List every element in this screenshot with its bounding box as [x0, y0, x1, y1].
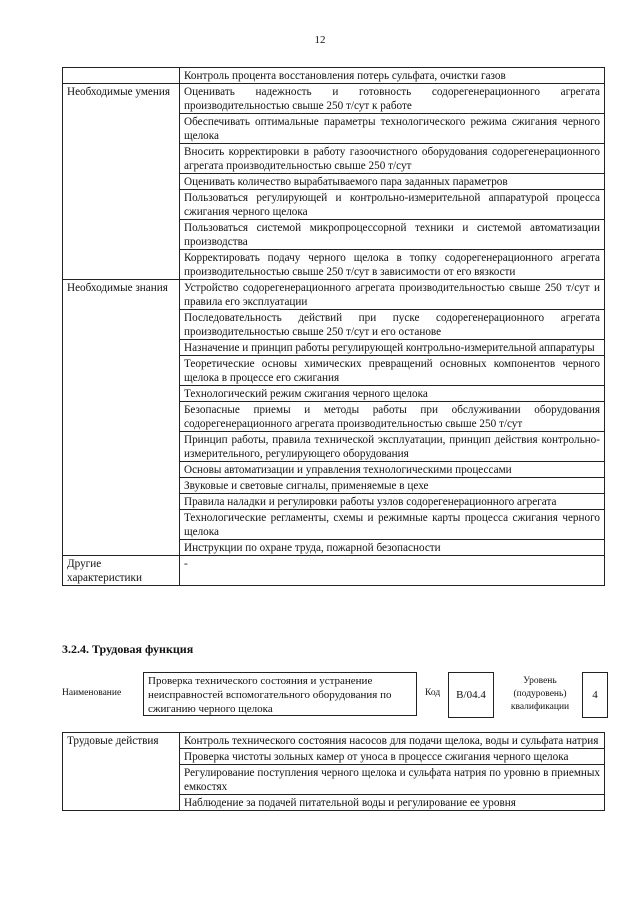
code-label: Код — [425, 688, 441, 698]
row-item: Контроль процента восстановления потерь сульфата, очистки газов — [180, 68, 605, 84]
row-item: Правила наладки и регулировки работы узлов содорегенерационного агрегата — [180, 494, 605, 510]
row-item: Основы автоматизации и управления технологическими процессами — [180, 462, 605, 478]
row-label: Необходимые знания — [63, 280, 180, 556]
row-item: Назначение и принцип работы регулирующей контрольно-измерительной аппаратуры — [180, 340, 605, 356]
row-item: Корректировать подачу черного щелока в топку содорегенерационного агрегата производительностью свыше 250 т/сут в зависимости от его вязкости — [180, 250, 605, 280]
function-name: Проверка технического состояния и устранение неисправностей вспомогательного оборудования по сжиганию черного щелока — [143, 672, 417, 716]
table-row — [63, 280, 605, 310]
row-item: Пользоваться системой микропроцессорной техники и системой автоматизации производства — [180, 220, 605, 250]
requirements-table — [62, 67, 605, 586]
row-item: Наблюдение за подачей питательной воды и регулирование ее уровня — [180, 795, 605, 811]
name-label: Наименование — [62, 688, 122, 698]
code-value: B/04.4 — [448, 672, 494, 718]
row-item: Безопасные приемы и методы работы при обслуживании оборудования содорегенерационного агрегата производительностью свыше 250 т/сут — [180, 402, 605, 432]
labor-actions-table — [62, 732, 605, 811]
row-item: Обеспечивать оптимальные параметры технологического режима сжигания черного щелока — [180, 114, 605, 144]
row-item: Вносить корректировки в работу газоочистного оборудования содорегенерационного агрегата производительностью свыше 250 т/сут — [180, 144, 605, 174]
table-row — [63, 68, 605, 84]
row-item: Проверка чистоты зольных камер от уноса в процессе сжигания черного щелока — [180, 749, 605, 765]
row-item: Технологические регламенты, схемы и режимные карты процесса сжигания черного щелока — [180, 510, 605, 540]
level-label: Уровень (подуровень) квалификации — [510, 676, 570, 712]
table-row — [63, 84, 605, 114]
section-heading: 3.2.4. Трудовая функция — [62, 642, 194, 656]
row-item: Звуковые и световые сигналы, применяемые в цехе — [180, 478, 605, 494]
row-label: Трудовые действия — [63, 733, 180, 811]
row-item: Инструкции по охране труда, пожарной безопасности — [180, 540, 605, 556]
level-value: 4 — [582, 672, 608, 718]
row-item: Контроль технического состояния насосов для подачи щелока, воды и сульфата натрия — [180, 733, 605, 749]
row-item: Теоретические основы химических превращений основных компонентов черного щелока в процессе его сжигания — [180, 356, 605, 386]
table-row — [63, 556, 605, 586]
row-label — [63, 68, 180, 84]
row-label: Необходимые умения — [63, 84, 180, 280]
row-item: Оценивать количество вырабатываемого пара заданных параметров — [180, 174, 605, 190]
table-row — [63, 733, 605, 749]
row-item: Устройство содорегенерационного агрегата производительностью свыше 250 т/сут и правила его эксплуатации — [180, 280, 605, 310]
row-item: Принцип работы, правила технической эксплуатации, принцип действия контрольно-измерительного, регулирующего оборудования — [180, 432, 605, 462]
row-item: Последовательность действий при пуске содорегенерационного агрегата производительностью свыше 250 т/сут и его останове — [180, 310, 605, 340]
row-item: Технологический режим сжигания черного щелока — [180, 386, 605, 402]
page-number: 12 — [314, 34, 326, 46]
row-item: - — [180, 556, 605, 586]
row-item: Регулирование поступления черного щелока и сульфата натрия по уровню в приемных емкостях — [180, 765, 605, 795]
row-item: Оценивать надежность и готовность содорегенерационного агрегата производительностью свыше 250 т/сут к работе — [180, 84, 605, 114]
row-label: Другие характеристики — [63, 556, 180, 586]
row-item: Пользоваться регулирующей и контрольно-измерительной аппаратурой процесса сжигания черного щелока — [180, 190, 605, 220]
